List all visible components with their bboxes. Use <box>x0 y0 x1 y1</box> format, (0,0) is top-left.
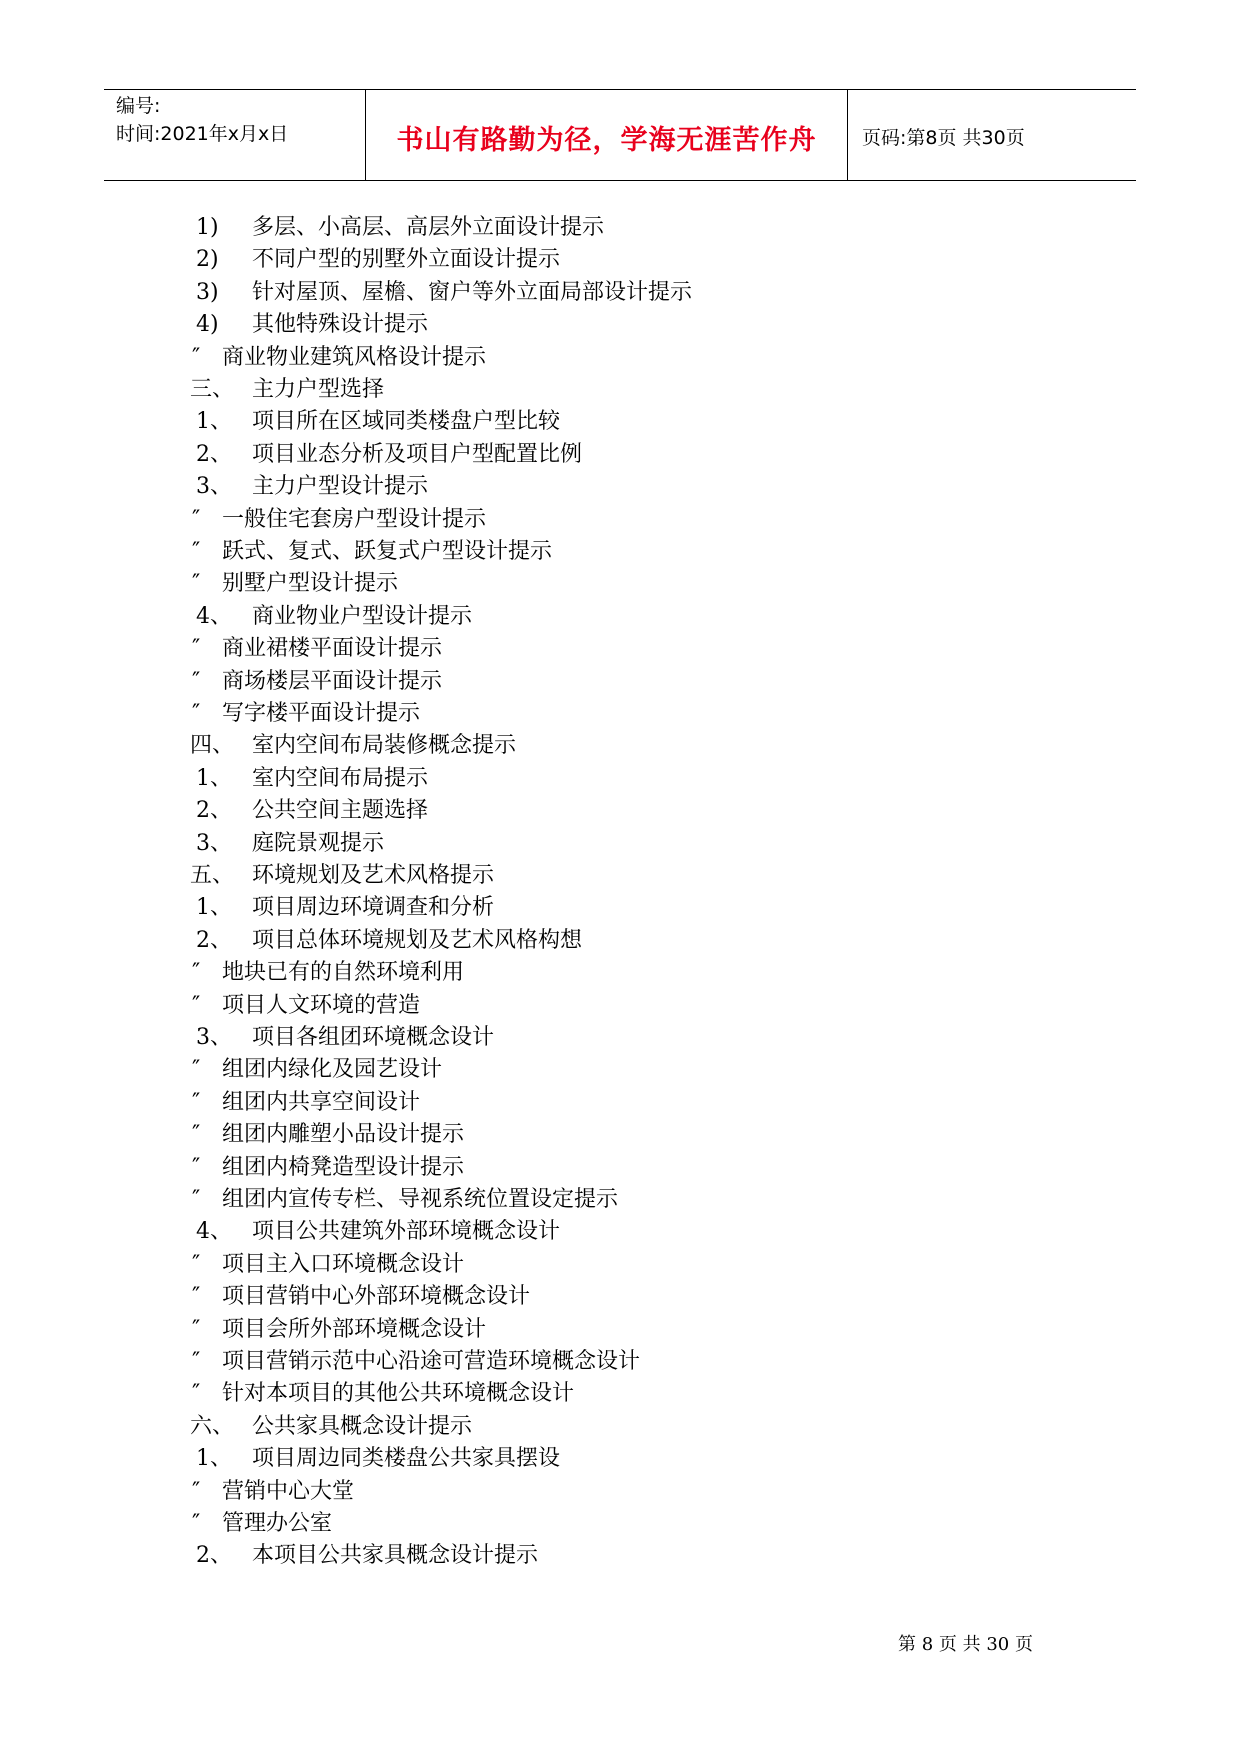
outline-item-text: 商业裙楼平面设计提示 <box>222 636 443 662</box>
outline-item <box>196 601 472 633</box>
outline-item-marker: 3、 <box>196 1025 232 1050</box>
header-page-cell <box>848 90 1136 180</box>
outline-item-text: 项目所在区域同类楼盘户型比较 <box>252 409 561 435</box>
outline-item-marker: 1、 <box>196 409 232 435</box>
outline-item-text: 别墅户型设计提示 <box>222 571 399 597</box>
outline-item-text: 项目主入口环境概念设计 <box>222 1251 465 1277</box>
outline-item-marker: ″ <box>192 1122 201 1148</box>
outline-item-marker: 1) <box>196 215 219 240</box>
outline-item-marker: 2、 <box>196 1543 232 1569</box>
outline-item-marker: ″ <box>192 1187 201 1212</box>
outline-item-text: 针对本项目的其他公共环境概念设计 <box>222 1381 575 1407</box>
outline-item-text: 营销中心大堂 <box>222 1478 355 1504</box>
outline-item <box>196 795 428 827</box>
outline-item-text: 公共家具概念设计提示 <box>252 1413 473 1439</box>
outline-item-marker: 3、 <box>196 474 232 500</box>
outline-item <box>192 1249 464 1281</box>
outline-item <box>192 1152 464 1184</box>
outline-item-marker: ″ <box>192 992 201 1018</box>
outline-item <box>196 277 692 309</box>
outline-item <box>196 925 582 957</box>
outline-item <box>190 860 494 892</box>
outline-item <box>196 892 494 924</box>
outline-item <box>192 1476 354 1508</box>
document-time-label: 时间:2021年x月x日 <box>116 123 289 145</box>
outline-item <box>196 828 384 860</box>
outline-item <box>192 1346 640 1378</box>
outline-item-marker: ″ <box>192 1349 201 1374</box>
outline-item <box>196 212 604 244</box>
outline-item-text: 项目营销中心外部环境概念设计 <box>222 1284 531 1310</box>
outline-item <box>196 1216 560 1248</box>
outline-item-marker: 四、 <box>190 733 235 759</box>
outline-item-marker: 3) <box>196 279 219 305</box>
outline-item-marker: 1、 <box>196 765 232 791</box>
outline-item <box>196 763 428 795</box>
outline-item-marker: 六、 <box>190 1413 235 1439</box>
outline-item-marker: ″ <box>192 1089 201 1115</box>
outline-item <box>192 536 552 568</box>
outline-item-marker: 2、 <box>196 927 232 953</box>
document-header <box>104 89 1136 181</box>
outline-item-text: 商业物业建筑风格设计提示 <box>222 344 487 370</box>
header-motto: 书山有路勤为径，学海无涯苦作舟 <box>396 125 817 156</box>
outline-item-text: 项目会所外部环境概念设计 <box>222 1316 487 1342</box>
outline-item-text: 商场楼层平面设计提示 <box>222 668 443 694</box>
outline-item <box>192 1378 574 1410</box>
outline-item-marker: ″ <box>192 1251 201 1277</box>
outline-item-text: 商业物业户型设计提示 <box>252 603 473 629</box>
outline-item <box>192 1087 420 1119</box>
outline-item-text: 项目周边同类楼盘公共家具摆设 <box>252 1446 561 1472</box>
outline-item-marker: ″ <box>192 1154 201 1180</box>
outline-item-text: 项目业态分析及项目户型配置比例 <box>252 441 583 467</box>
outline-item-text: 项目公共建筑外部环境概念设计 <box>252 1219 561 1245</box>
outline-item <box>192 1184 618 1216</box>
outline-item-text: 其他特殊设计提示 <box>252 312 429 338</box>
outline-item-marker: ″ <box>192 1057 201 1083</box>
outline-item-marker: 4) <box>196 312 219 338</box>
outline-item <box>192 1281 530 1313</box>
outline-item-text: 管理办公室 <box>222 1511 333 1536</box>
outline-item-text: 跃式、复式、跃复式户型设计提示 <box>222 539 553 564</box>
outline-item <box>192 568 398 600</box>
outline-item-text: 一般住宅套房户型设计提示 <box>222 506 487 532</box>
footer-page-number: 第 8 页 共 30 页 <box>898 1634 1033 1655</box>
document-number-label: 编号: <box>116 95 161 117</box>
outline-item-marker: ″ <box>192 701 201 726</box>
outline-item <box>196 309 428 341</box>
outline-item-marker: 2) <box>196 247 219 273</box>
outline-item-text: 项目人文环境的营造 <box>222 992 421 1018</box>
outline-item-marker: 2、 <box>196 441 232 467</box>
header-motto-cell <box>366 90 848 180</box>
outline-item-text: 组团内雕塑小品设计提示 <box>222 1122 465 1148</box>
outline-item <box>192 957 464 989</box>
outline-item-text: 项目总体环境规划及艺术风格构想 <box>252 927 583 953</box>
outline-item <box>192 1119 464 1151</box>
outline-item-marker: 1、 <box>196 1446 232 1472</box>
outline-item <box>192 1314 486 1346</box>
outline-item-text: 针对屋顶、屋檐、窗户等外立面局部设计提示 <box>252 279 693 305</box>
outline-item-text: 项目周边环境调查和分析 <box>252 895 495 921</box>
outline-item <box>196 1022 494 1054</box>
outline-item <box>190 374 384 406</box>
outline-item-marker: 3、 <box>196 830 232 856</box>
outline-item <box>196 244 560 276</box>
outline-item <box>190 1411 472 1443</box>
outline-item <box>196 406 560 438</box>
header-info-cell <box>104 90 366 180</box>
outline-item-marker: 三、 <box>190 377 235 402</box>
outline-item-text: 室内空间布局提示 <box>252 765 429 791</box>
outline-item-text: 写字楼平面设计提示 <box>222 701 421 726</box>
outline-item-marker: 1、 <box>196 895 232 921</box>
outline-item-text: 不同户型的别墅外立面设计提示 <box>252 247 561 273</box>
outline-item <box>192 990 420 1022</box>
outline-item-marker: 4、 <box>196 603 232 629</box>
outline-item <box>192 666 442 698</box>
header-page-number: 页码:第8页 共30页 <box>862 127 1025 149</box>
outline-item-marker: ″ <box>192 1511 201 1536</box>
outline-item-text: 组团内宣传专栏、导视系统位置设定提示 <box>222 1187 619 1212</box>
outline-item <box>192 698 420 730</box>
outline-item <box>196 439 582 471</box>
outline-item-text: 地块已有的自然环境利用 <box>222 960 465 986</box>
outline-item <box>192 633 442 665</box>
outline-item-marker: ″ <box>192 636 201 662</box>
outline-item-text: 组团内共享空间设计 <box>222 1089 421 1115</box>
outline-item-marker: 五、 <box>190 863 235 888</box>
outline-item-text: 组团内椅凳造型设计提示 <box>222 1154 465 1180</box>
page-footer <box>0 1630 1241 1658</box>
outline-item <box>190 730 516 762</box>
outline-item <box>192 1508 332 1540</box>
outline-item-text: 项目营销示范中心沿途可营造环境概念设计 <box>222 1349 641 1374</box>
outline-item-text: 本项目公共家具概念设计提示 <box>252 1543 539 1569</box>
outline-item-text: 主力户型选择 <box>252 377 385 402</box>
outline-item <box>196 471 428 503</box>
outline-item-marker: ″ <box>192 506 201 532</box>
outline-item-marker: ″ <box>192 571 201 597</box>
outline-item-text: 组团内绿化及园艺设计 <box>222 1057 443 1083</box>
outline-item <box>196 1540 538 1572</box>
outline-item-marker: ″ <box>192 960 201 986</box>
outline-item-text: 室内空间布局装修概念提示 <box>252 733 517 759</box>
outline-item-text: 主力户型设计提示 <box>252 474 429 500</box>
outline-item <box>192 504 486 536</box>
outline-item-text: 公共空间主题选择 <box>252 798 429 824</box>
outline-item-marker: ″ <box>192 344 201 370</box>
outline-item <box>192 342 486 374</box>
outline-item-marker: ″ <box>192 668 201 694</box>
outline-item-marker: ″ <box>192 1478 201 1504</box>
outline-item-marker: ″ <box>192 1316 201 1342</box>
outline-item <box>192 1054 442 1086</box>
outline-item-text: 多层、小高层、高层外立面设计提示 <box>252 215 605 240</box>
outline-item-marker: ″ <box>192 539 201 564</box>
outline-item-marker: ″ <box>192 1381 201 1407</box>
outline-item-text: 项目各组团环境概念设计 <box>252 1025 495 1050</box>
outline-item-marker: 2、 <box>196 798 232 824</box>
outline-item-marker: ″ <box>192 1284 201 1310</box>
outline-item-text: 环境规划及艺术风格提示 <box>252 863 495 888</box>
outline-item <box>196 1443 560 1475</box>
outline-item-marker: 4、 <box>196 1219 232 1245</box>
outline-item-text: 庭院景观提示 <box>252 830 385 856</box>
